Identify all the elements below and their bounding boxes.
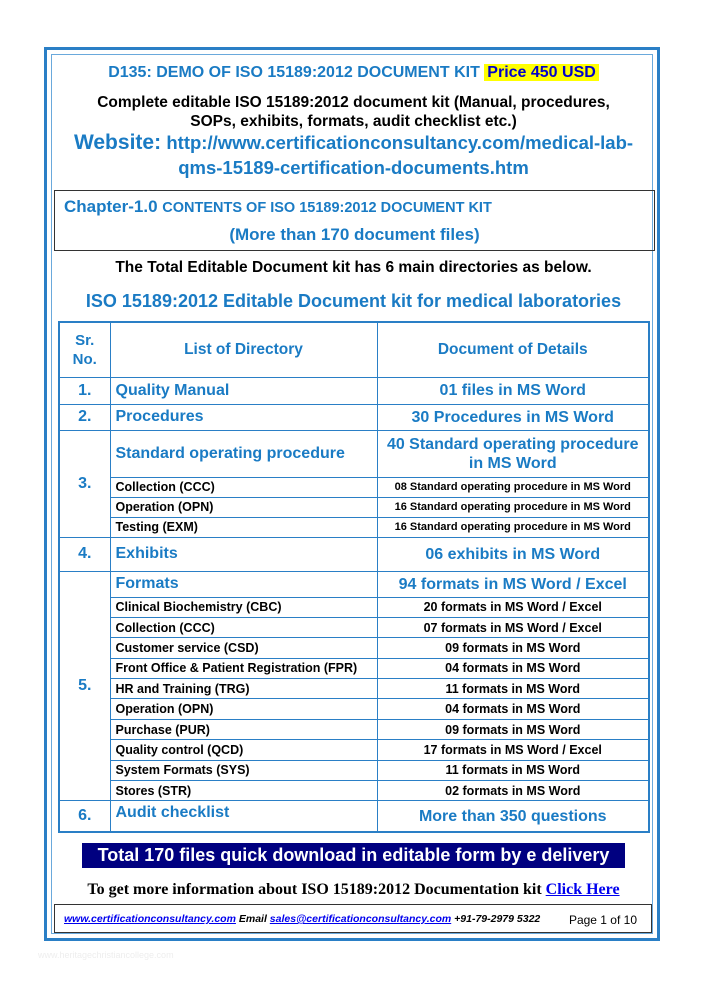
demo-title bbox=[0, 64, 707, 82]
sub-details: 04 formats in MS Word bbox=[377, 658, 649, 678]
row-sr: 6. bbox=[59, 801, 110, 832]
row-sr: 4. bbox=[59, 537, 110, 571]
website-url-line2[interactable]: qms-15189-certification-documents.htm bbox=[178, 157, 529, 178]
chapter-prefix: Chapter-1.0 bbox=[64, 197, 158, 216]
sub-details: 16 Standard operating procedure in MS Word bbox=[377, 497, 649, 517]
sub-details: 16 Standard operating procedure in MS Word bbox=[377, 517, 649, 537]
row-directory: Procedures bbox=[110, 404, 377, 430]
sub-directory: Testing (EXM) bbox=[110, 517, 377, 537]
sub-row bbox=[59, 760, 649, 780]
row-details: 30 Procedures in MS Word bbox=[377, 404, 649, 430]
row-sr: 2. bbox=[59, 404, 110, 430]
row-details: 06 exhibits in MS Word bbox=[377, 537, 649, 571]
header-sr: Sr. No. bbox=[59, 322, 110, 377]
sub-row bbox=[59, 679, 649, 699]
row-details: 01 files in MS Word bbox=[377, 377, 649, 404]
sub-row bbox=[59, 740, 649, 760]
sub-directory: HR and Training (TRG) bbox=[110, 679, 377, 699]
row-directory: Exhibits bbox=[110, 537, 377, 571]
table-row bbox=[59, 537, 649, 571]
sub-directory: Customer service (CSD) bbox=[110, 638, 377, 658]
sub-row bbox=[59, 497, 649, 517]
sub-directory: System Formats (SYS) bbox=[110, 760, 377, 780]
sub-directory: Collection (CCC) bbox=[110, 617, 377, 637]
sub-directory: Front Office & Patient Registration (FPR) bbox=[110, 658, 377, 678]
directory-table bbox=[58, 321, 650, 833]
sub-row bbox=[59, 638, 649, 658]
sub-row bbox=[59, 781, 649, 801]
header-details: Document of Details bbox=[377, 322, 649, 377]
sub-row bbox=[59, 597, 649, 617]
footer-phone: +91-79-2979 5322 bbox=[454, 913, 541, 925]
sub-directory: Clinical Biochemistry (CBC) bbox=[110, 597, 377, 617]
table-row bbox=[59, 801, 649, 832]
row-details: 40 Standard operating procedure in MS Word bbox=[377, 430, 649, 477]
sub-row bbox=[59, 658, 649, 678]
chapter-subtitle: (More than 170 document files) bbox=[229, 225, 480, 244]
chapter-title: CONTENTS OF ISO 15189:2012 DOCUMENT KIT bbox=[162, 200, 492, 216]
table-row bbox=[59, 430, 649, 477]
watermark: www.heritagechristiancollege.com bbox=[38, 950, 174, 960]
sub-details: 07 formats in MS Word / Excel bbox=[377, 617, 649, 637]
footer bbox=[54, 904, 652, 933]
website-block bbox=[0, 131, 707, 180]
website-label: Website: bbox=[73, 131, 162, 154]
table-row bbox=[59, 377, 649, 404]
sub-details: 09 formats in MS Word bbox=[377, 719, 649, 739]
website-url-line1[interactable]: http://www.certificationconsultancy.com/medical-lab- bbox=[166, 132, 634, 153]
more-info-text: To get more information about ISO 15189:2012 Documentation kit bbox=[87, 881, 542, 898]
sub-directory: Quality control (QCD) bbox=[110, 740, 377, 760]
demo-title-text: D135: DEMO OF ISO 15189:2012 DOCUMENT KIT bbox=[108, 64, 480, 81]
table-header-row bbox=[59, 322, 649, 377]
page-number: Page 1 of 10 bbox=[568, 913, 637, 927]
sub-details: 02 formats in MS Word bbox=[377, 781, 649, 801]
sub-details: 20 formats in MS Word / Excel bbox=[377, 597, 649, 617]
sub-details: 17 formats in MS Word / Excel bbox=[377, 740, 649, 760]
chapter-box bbox=[54, 190, 655, 251]
click-here-link[interactable]: Click Here bbox=[545, 881, 620, 898]
sub-directory: Collection (CCC) bbox=[110, 477, 377, 497]
sub-details: 08 Standard operating procedure in MS Word bbox=[377, 477, 649, 497]
footer-email-label: Email bbox=[238, 913, 267, 925]
row-directory: Audit checklist bbox=[110, 801, 377, 832]
row-sr: 5. bbox=[59, 571, 110, 801]
sub-directory: Purchase (PUR) bbox=[110, 719, 377, 739]
kit-description bbox=[0, 93, 707, 131]
footer-site-link[interactable]: www.certificationconsultancy.com bbox=[64, 913, 236, 925]
row-directory: Standard operating procedure bbox=[110, 430, 377, 477]
sub-row bbox=[59, 517, 649, 537]
header-directory: List of Directory bbox=[110, 322, 377, 377]
sub-row bbox=[59, 477, 649, 497]
delivery-banner: Total 170 files quick download in editable form by e delivery bbox=[82, 843, 625, 868]
kit-title: ISO 15189:2012 Editable Document kit for medical laboratories bbox=[85, 291, 622, 311]
row-sr: 3. bbox=[59, 430, 110, 537]
table-row bbox=[59, 404, 649, 430]
footer-contact bbox=[64, 913, 540, 925]
sub-details: 11 formats in MS Word bbox=[377, 760, 649, 780]
intro-text: The Total Editable Document kit has 6 main directories as below. bbox=[115, 259, 592, 276]
sub-details: 09 formats in MS Word bbox=[377, 638, 649, 658]
more-info-line bbox=[0, 881, 707, 899]
sub-directory: Operation (OPN) bbox=[110, 699, 377, 719]
row-details: More than 350 questions bbox=[377, 801, 649, 832]
sub-directory: Stores (STR) bbox=[110, 781, 377, 801]
sub-row bbox=[59, 699, 649, 719]
row-directory: Quality Manual bbox=[110, 377, 377, 404]
sub-details: 04 formats in MS Word bbox=[377, 699, 649, 719]
row-details: 94 formats in MS Word / Excel bbox=[377, 571, 649, 597]
chapter-heading bbox=[64, 197, 492, 217]
sub-row bbox=[59, 719, 649, 739]
sub-directory: Operation (OPN) bbox=[110, 497, 377, 517]
sub-details: 11 formats in MS Word bbox=[377, 679, 649, 699]
row-sr: 1. bbox=[59, 377, 110, 404]
footer-email-link[interactable]: sales@certificationconsultancy.com bbox=[269, 913, 452, 925]
price-badge: Price 450 USD bbox=[484, 64, 599, 81]
sub-row bbox=[59, 617, 649, 637]
kit-description-line1: Complete editable ISO 15189:2012 document kit (Manual, procedures, bbox=[97, 94, 610, 111]
row-directory: Formats bbox=[110, 571, 377, 597]
kit-description-line2: SOPs, exhibits, formats, audit checklist etc.) bbox=[190, 113, 517, 130]
table-row bbox=[59, 571, 649, 597]
